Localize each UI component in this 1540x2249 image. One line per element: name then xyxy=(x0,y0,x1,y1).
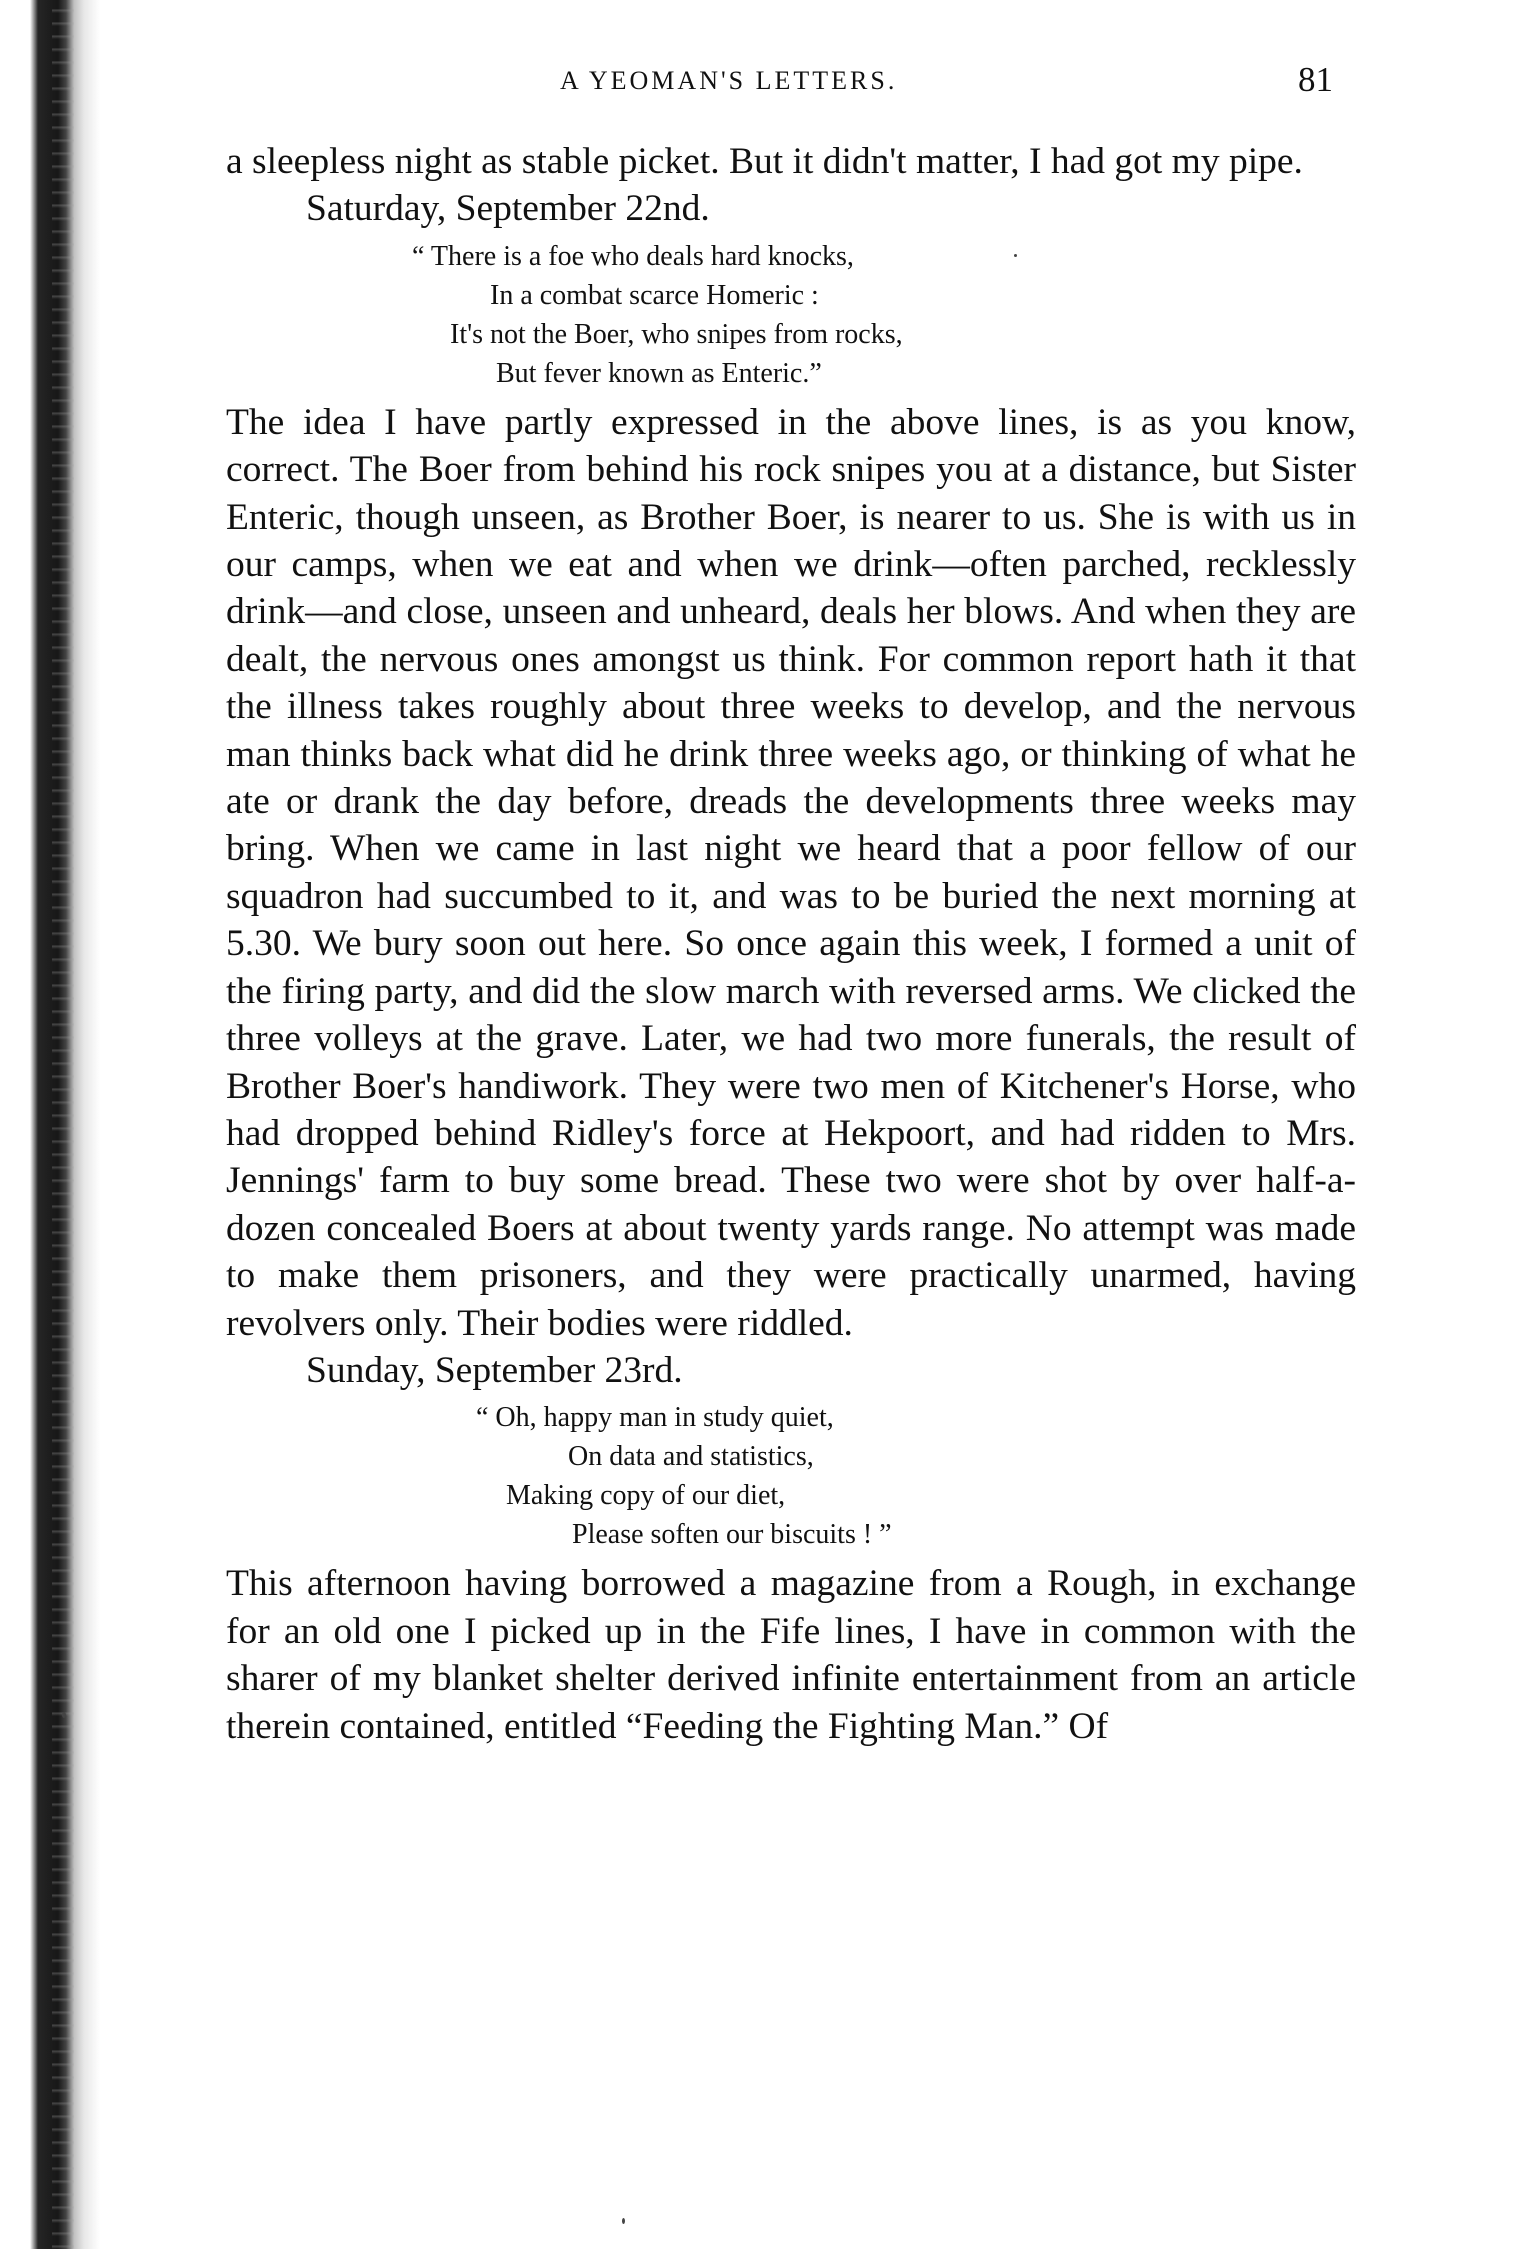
verse-line: In a combat scarce Homeric : xyxy=(490,279,819,311)
verse-line: Making copy of our diet, xyxy=(506,1480,786,1512)
speck-mark xyxy=(622,2218,625,2224)
verse-line: “ Oh, happy man in study quiet, xyxy=(476,1402,834,1434)
verse-line: On data and statistics, xyxy=(568,1441,814,1473)
verse-line: It's not the Boer, who snipes from rocks, xyxy=(450,318,903,350)
verse-enteric xyxy=(226,233,1356,399)
verse-line: “ There is a foe who deals hard knocks, xyxy=(412,240,854,272)
verse-line: But fever known as Enteric.” xyxy=(496,357,822,389)
speck-mark xyxy=(62,1712,66,1718)
page-number: 81 xyxy=(1298,60,1333,99)
text-block xyxy=(226,138,1356,1750)
dateline-sunday: Sunday, September 23rd. xyxy=(306,1349,683,1391)
paragraph-1: a sleepless night as stable picket. But it didn't matter, I had got my pipe. xyxy=(226,141,1303,182)
verse-line: Please soften our biscuits ! ” xyxy=(572,1519,892,1551)
running-title: A YEOMAN'S LETTERS. xyxy=(560,66,898,95)
speck-mark xyxy=(1014,254,1017,257)
paragraph-2: The idea I have partly expressed in the above lines, is as you know, correct. The Boer from behind his rock snipes you at a distance, but Sister Enteric, though unseen, as Brother Boer, is nearer to us. She is with us in our camps, when we eat and when we drink—often parched, recklessly drink—and close, unseen and unheard, deals her blows. And when they are dealt, the nervous ones amongst us think. For common report hath it that the illness takes roughly about three weeks to develop, and the nervous man thinks back what did he drink three weeks ago, or thinking of what he ate or drank the day before, dreads the developments three weeks may bring. When we came in last night we heard that a poor fellow of our squadron had succumbed to it, and was to be buried the next morning at 5.30. We bury soon out here. So once again this week, I formed a unit of the firing party, and did the slow march with reversed arms. We clicked the three volleys at the grave. Later, we had two more funerals, the result of Brother Boer's handiwork. They were two men of Kitchener's Horse, who had dropped behind Ridley's force at Hekpoort, and had ridden to Mrs. Jennings' farm to buy some bread. These two were shot by over half-a-dozen concealed Boers at about twenty yards range. No attempt was made to make them prisoners, and they were practically unarmed, having revolvers only. Their bodies were riddled. xyxy=(226,401,1356,1344)
verse-biscuits xyxy=(226,1394,1356,1560)
dateline-saturday: Saturday, September 22nd. xyxy=(306,188,710,230)
paragraph-3: This afternoon having borrowed a magazine from a Rough, in exchange for an old one I picked up in the Fife lines, I have in common with the sharer of my blanket shelter derived infinite entertainment from an article therein contained, entitled “Feeding the Fighting Man.” Of xyxy=(226,1563,1356,1747)
